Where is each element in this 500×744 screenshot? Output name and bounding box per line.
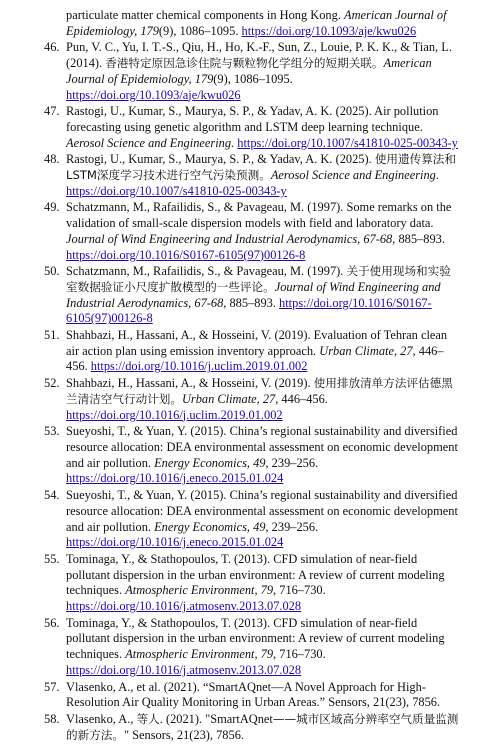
reference-entry xyxy=(0,424,500,487)
reference-text: Vlasenko, A., et al. (2021). “SmartAQnet—A Novel Approach for High-Resolution Air Quality Monitoring in Urban Areas.” Sensors, 21(23), 7856. xyxy=(66,679,441,710)
reference-number: 57. xyxy=(44,679,60,694)
reference-number: 54. xyxy=(44,488,60,503)
reference-text: . xyxy=(435,168,439,183)
reference-entry xyxy=(0,488,500,551)
reference-number: 51. xyxy=(44,328,60,343)
journal-title: Aerosol Science and Engineering xyxy=(66,135,232,150)
journal-title: Energy Economics, 49 xyxy=(154,455,266,470)
reference-text: Tominaga, Y., & Stathopoulos, T. (2013). CFD simulation of near-field pollutant dispersion in the urban environment: A review of current modeling techniques. xyxy=(66,615,445,662)
journal-title: Urban Climate, 27 xyxy=(319,343,413,358)
reference-entry xyxy=(0,8,500,39)
reference-entry xyxy=(0,104,500,151)
doi-link[interactable]: https://doi.org/10.1016/S0167-6105(97)00126-8 xyxy=(66,295,432,326)
reference-text: Tominaga, Y., & Stathopoulos, T. (2013). CFD simulation of near-field pollutant dispersion in the urban environment: A review of current modeling techniques. xyxy=(66,551,445,598)
translated-title: 使用遗传算法和LSTM深度学习技术进行空气污染预测。 xyxy=(66,152,456,183)
doi-link[interactable]: https://doi.org/10.1093/aje/kwu026 xyxy=(241,23,417,38)
reference-text: , 716–730. xyxy=(273,647,326,662)
reference-text: , 716–730. xyxy=(273,583,326,598)
reference-text: Pun, V. C., Yu, I. T.-S., Qiu, H., Ho, K.-F., Sun, Z., Louie, P. K. K., & Tian, L. (2014). xyxy=(66,40,452,71)
reference-text: particulate matter chemical components in Hong Kong. xyxy=(66,8,345,22)
doi-link[interactable]: https://doi.org/10.1016/j.eneco.2015.01.024 xyxy=(66,535,284,550)
reference-text: (9), 1086–1095. xyxy=(213,71,293,86)
reference-text: Schatzmann, M., Rafailidis, S., & Pavageau, M. (1997). xyxy=(66,264,347,279)
doi-link[interactable]: https://doi.org/10.1016/j.atmosenv.2013.07.028 xyxy=(66,599,302,614)
reference-text: , 446–456. xyxy=(66,343,444,374)
journal-title: American Journal of Epidemiology, 179 xyxy=(66,56,432,86)
doi-link[interactable]: https://doi.org/10.1016/S0167-6105(97)00126-8 xyxy=(66,247,306,262)
reference-text: Rastogi, U., Kumar, S., Maurya, S. P., & Yadav, A. K. (2025). Air pollution forecasting using genetic algorithm and LSTM deep learning technique. xyxy=(66,104,439,134)
reference-number: 48. xyxy=(44,152,60,167)
journal-title: Energy Economics, 49 xyxy=(154,519,266,534)
journal-title: Aerosol Science and Engineering xyxy=(270,168,436,183)
journal-title: Journal of Wind Engineering and Industrial Aerodynamics, 67-68 xyxy=(66,231,393,246)
reference-number: 47. xyxy=(44,104,60,119)
reference-text: , 885–893. xyxy=(223,295,280,310)
reference-entry xyxy=(0,152,500,199)
doi-link[interactable]: https://doi.org/10.1016/j.atmosenv.2013.07.028 xyxy=(66,662,302,677)
reference-entry xyxy=(0,376,500,423)
reference-text: . xyxy=(231,135,238,150)
reference-text: Sueyoshi, T., & Yuan, Y. (2015). China’s regional sustainability and diversified resource allocation: DEA environmental assessment on economic development and air pollution. xyxy=(66,424,458,470)
journal-title: Atmospheric Environment, 79 xyxy=(125,583,274,598)
journal-title: Atmospheric Environment, 79 xyxy=(125,647,274,662)
reference-number: 50. xyxy=(44,264,60,279)
reference-entry xyxy=(0,680,500,711)
reference-number: 58. xyxy=(44,711,60,726)
doi-link[interactable]: https://doi.org/10.1007/s41810-025-00343-y xyxy=(66,183,287,198)
reference-entry xyxy=(0,712,500,743)
journal-title: Journal of Wind Engineering and Industrial Aerodynamics, 67-68 xyxy=(66,279,441,310)
reference-number: 55. xyxy=(44,551,60,566)
reference-text: " Sensors, 21(23), 7856. xyxy=(123,727,244,742)
reference-text: Shahbazi, H., Hassani, A., & Hosseini, V. (2019). Evaluation of Tehran clean air action plan using emission inventory approach. xyxy=(66,328,448,358)
reference-number: 52. xyxy=(44,376,60,391)
reference-text: Schatzmann, M., Rafailidis, S., & Pavageau, M. (1997). Some remarks on the validation of small-scale dispersion models with field and laboratory data. xyxy=(66,200,452,231)
doi-link[interactable]: https://doi.org/10.1093/aje/kwu026 xyxy=(66,87,241,102)
reference-entry xyxy=(0,200,500,263)
reference-text: Rastogi, U., Kumar, S., Maurya, S. P., & Yadav, A. K. (2025). xyxy=(66,152,375,167)
reference-text: , 239–256. xyxy=(265,455,319,470)
reference-text: , 885–893. xyxy=(392,231,445,246)
reference-entry xyxy=(0,40,500,103)
translated-title: 等人 xyxy=(136,711,160,726)
reference-number: 56. xyxy=(44,615,60,630)
doi-link[interactable]: https://doi.org/10.1016/j.uclim.2019.01.002 xyxy=(90,359,308,374)
reference-text: , 446–456. xyxy=(275,391,328,406)
reference-entry xyxy=(0,616,500,679)
translated-title: 香港特定原因急诊住院与颗粒物化学组分的短期关联。 xyxy=(105,56,384,71)
reference-list xyxy=(0,8,500,744)
reference-text: (9), 1086–1095. xyxy=(158,23,242,38)
reference-text: Sueyoshi, T., & Yuan, Y. (2015). China’s regional sustainability and diversified resource allocation: DEA environmental assessment on economic development and air pollution. xyxy=(66,488,458,534)
reference-number: 46. xyxy=(44,40,60,55)
reference-entry xyxy=(0,328,500,375)
doi-link[interactable]: https://doi.org/10.1016/j.eneco.2015.01.024 xyxy=(66,471,284,486)
reference-text: . (2021). "SmartAQnet xyxy=(159,711,273,726)
doi-link[interactable]: https://doi.org/10.1007/s41810-025-00343-y xyxy=(237,135,458,150)
reference-number: 49. xyxy=(44,200,60,215)
reference-entry xyxy=(0,552,500,615)
translated-title: 使用排放清单方法评估德黑兰清洁空气行动计划。 xyxy=(66,376,453,406)
journal-title: Urban Climate, 27 xyxy=(181,391,276,406)
translated-title: 关于使用现场和实验室数据验证小尺度扩散模型的一些评论。 xyxy=(66,264,451,294)
reference-text: , 239–256. xyxy=(265,519,319,534)
doi-link[interactable]: https://doi.org/10.1016/j.uclim.2019.01.002 xyxy=(66,407,283,422)
journal-title: American Journal of Epidemiology, 179 xyxy=(66,8,447,38)
reference-text: Vlasenko, A., xyxy=(66,711,137,726)
reference-number: 53. xyxy=(44,424,60,439)
translated-title: ——城市区域高分辨率空气质量监测的新方法。 xyxy=(66,711,459,742)
reference-text: Shahbazi, H., Hassani, A., & Hosseini, V. (2019). xyxy=(66,376,314,391)
reference-entry xyxy=(0,264,500,327)
